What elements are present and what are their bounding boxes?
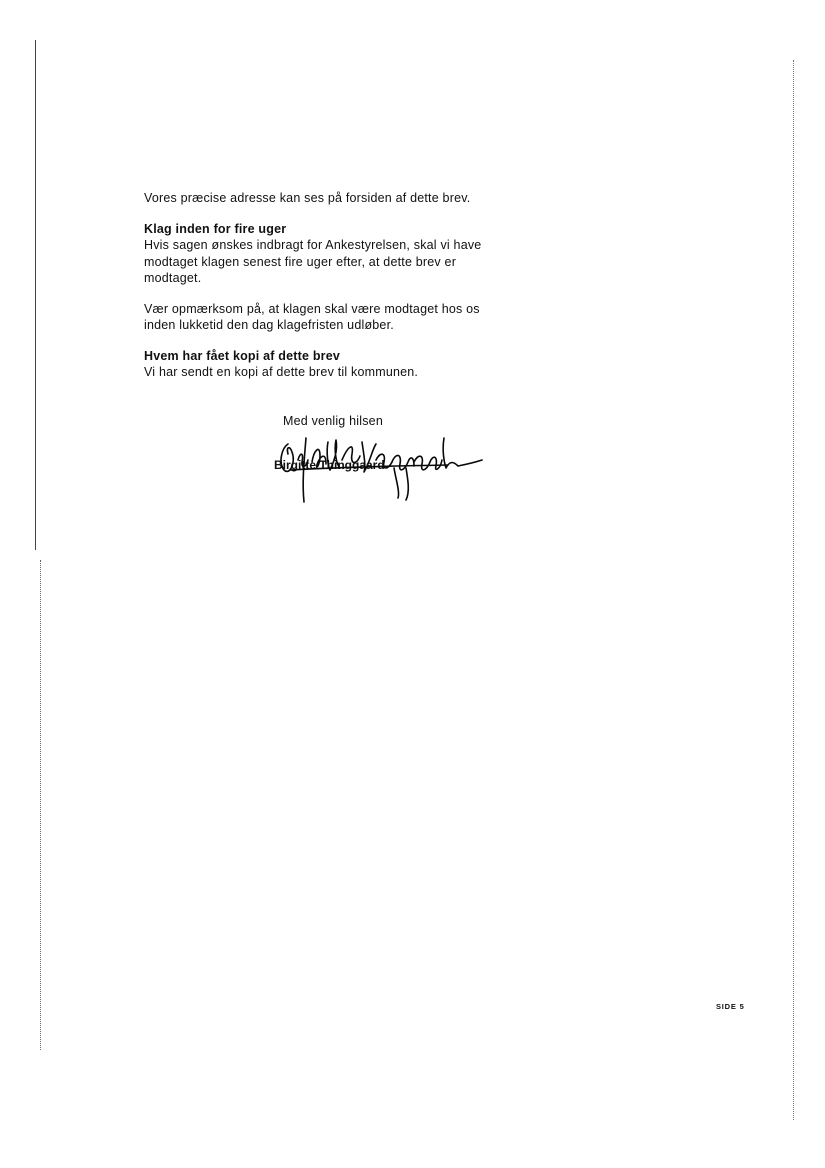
scan-edge-dots	[793, 60, 795, 1120]
attention-line: Vær opmærksom på, at klagen skal være modtaget hos os	[144, 301, 480, 316]
letter-body	[144, 190, 564, 395]
complaint-line: Hvis sagen ønskes indbragt for Ankestyrelsen, skal vi have	[144, 238, 482, 252]
complaint-line: modtaget klagen senest fire uger efter, at dette brev er	[144, 254, 457, 269]
attention-line: inden lukketid den dag klagefristen udløber.	[144, 318, 394, 332]
scan-binding-dots	[40, 560, 42, 1050]
handwritten-signature	[268, 432, 483, 507]
scan-binding-line	[35, 40, 36, 550]
signer-name: Birgitte Thinggaard	[274, 458, 385, 472]
copy-heading: Hvem har fået kopi af dette brev	[144, 348, 341, 363]
copy-section	[144, 348, 564, 381]
complaint-section	[144, 221, 564, 287]
page-number: SIDE 5	[716, 1002, 745, 1011]
address-note-text: Vores præcise adresse kan ses på forsiden af dette brev.	[144, 191, 471, 205]
copy-line: Vi har sendt en kopi af dette brev til kommunen.	[144, 365, 419, 379]
address-note	[144, 190, 564, 207]
attention-paragraph	[144, 301, 564, 334]
closing-greeting: Med venlig hilsen	[283, 414, 383, 428]
complaint-heading: Klag inden for fire uger	[144, 221, 287, 236]
complaint-line: modtaget.	[144, 271, 202, 285]
